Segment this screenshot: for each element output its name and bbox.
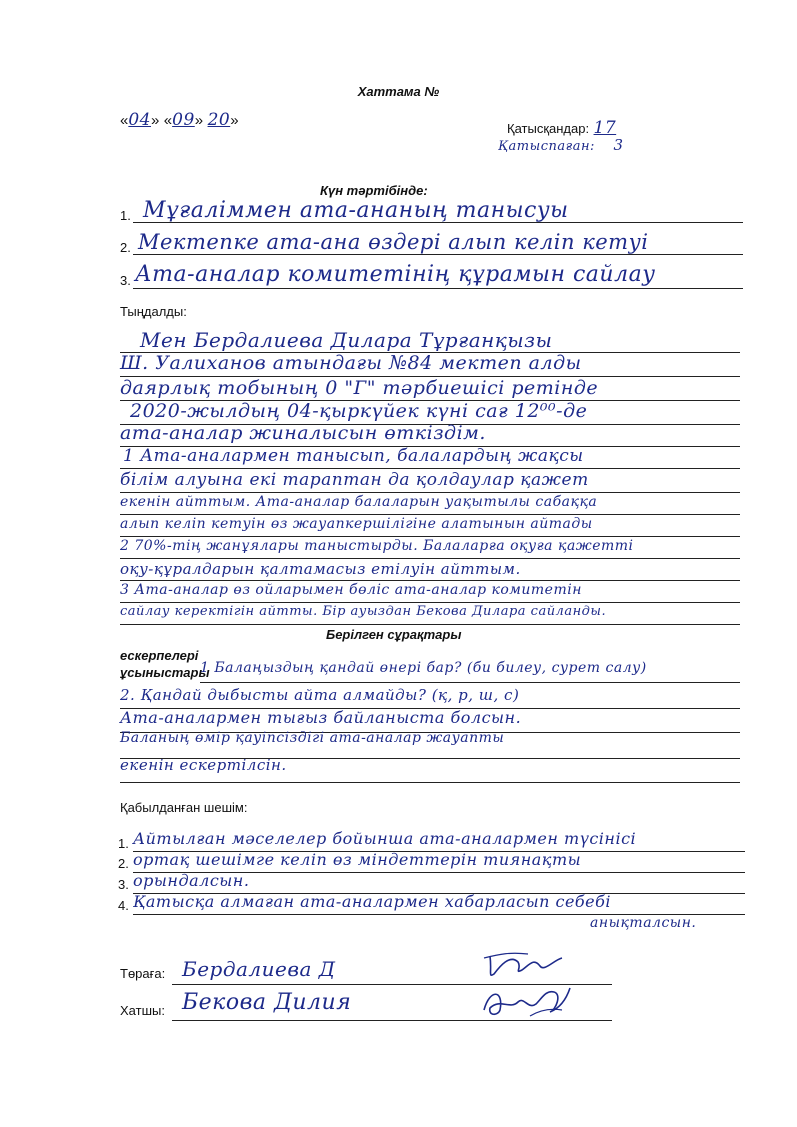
absent-label: Қатыспаған: xyxy=(498,139,595,154)
question-line-4: Баланың өмір қауіпсіздігі ата-аналар жауапты xyxy=(120,730,505,746)
agenda-item-1: Мұғаліммен ата-ананың танысуы xyxy=(143,198,569,223)
heard-line-6: 1 Ата-аналармен танысып, балалардың жақсы xyxy=(123,446,584,466)
secretary-name: Бекова Дилия xyxy=(182,990,352,1015)
date-day: 04 xyxy=(128,110,151,130)
heard-line-5: ата-аналар жиналысын өткіздім. xyxy=(120,422,486,444)
heard-line-1: Мен Бердалиева Дилара Тұрғанқызы xyxy=(140,328,553,352)
date-month: 09 xyxy=(172,110,195,130)
decision-item-2: ортақ шешімге келіп өз міндеттерін тиянақты xyxy=(133,850,582,869)
decision-item-1: Айтылған мәселелер бойынша ата-аналармен түсінісі xyxy=(133,829,637,848)
decision-continuation: анықталсын. xyxy=(590,915,697,931)
secretary-label: Хатшы: xyxy=(120,1003,165,1018)
agenda-label: Күн тәртібінде: xyxy=(320,183,428,198)
decision-item-3: орындалсын. xyxy=(133,871,250,890)
heard-line-8: екенін айттым. Ата-аналар балаларын уақытылы сабаққа xyxy=(120,494,598,510)
absent xyxy=(498,136,624,154)
agenda-line-1 xyxy=(133,222,743,223)
question-line-5: екенін ескертілсін. xyxy=(120,756,287,774)
heard-line-9: алып келіп кетуін өз жауапкершілігіне алатынын айтады xyxy=(120,516,593,532)
heard-line-10: 2 70%-тің жанұялары таныстырды. Балаларға оқуға қажетті xyxy=(120,538,634,554)
heard-label: Тыңдалды: xyxy=(120,304,187,319)
document-page: Хаттама № «04» «09» 20» Қатысқандар: 17 Қатыспаған: 3 Күн тәртібінде: 1. Мұғаліммен ата-ананың танысуы 2. Мектепке ата-ана өздері алып келіп кетуі 3. Ата-аналар комитетінің құрамын сайлау Тыңдалды: Мен Бердалиева Дилара Тұрғанқызы Ш. Уалиханов атындағы №84 мектеп алды даярлық тобының 0 "Г" тәрбиешісі ретінде 2020-жылдың 04-қыркүйек күні сағ 12⁰⁰-де ата-аналар жиналысын өткіздім. 1 Ата-аналармен танысып, балалардың жақсы білім алуына екі тараптан да қолдаулар қажет екенін айттым. Ата-аналар балаларын уақытылы сабаққа алып келіп кетуін өз жауапкершілігіне алатынын айтады 2 70%-тің жанұялары таныстырды. Балаларға оқуға қажетті оқу-құралдарын қалтамасыз етілуін айттым. 3 Ата-аналар өз ойларымен бөліс ата-аналар комитетін сайлау керектігін айтты. Бір ауыздан Бекова Дилара сайланды. Берілген сұрақтары ескерпелері ұсыныстары 1 Балаңыздың қандай өнері бар? (би билеу, сурет салу) 2. Қандай дыбысты айта алмайды? (қ, р, ш, с) Ата-аналармен тығыз байланыста болсын. Баланың өмір қауіпсіздігі ата-аналар жауапты екенін ескертілсін. Қабылданған шешім: 1. Айтылған мәселелер бойынша ата-аналармен түсінісі 2. ортақ шешімге келіп өз міндеттерін тиянақты 3. орындалсын. 4. Қатысқа алмаған ата-аналармен хабарласып себебі анықталсын. Төраға: Бердалиева Д Хатшы: Бекова Дилия xyxy=(0,0,797,1127)
participants xyxy=(507,118,616,138)
agenda-line-3 xyxy=(133,288,743,289)
heard-line-13: сайлау керектігін айтты. Бір ауыздан Бекова Дилара сайланды. xyxy=(120,604,607,619)
heard-line-3: даярлық тобының 0 "Г" тәрбиешісі ретінде xyxy=(120,377,599,399)
agenda-line-2 xyxy=(133,254,743,255)
remarks-label: ескерпелері xyxy=(120,648,199,663)
heard-line-12: 3 Ата-аналар өз ойларымен бөліс ата-аналар комитетін xyxy=(120,582,582,598)
heard-line-4: 2020-жылдың 04-қыркүйек күні сағ 12⁰⁰-де xyxy=(130,400,588,422)
agenda-item-3: Ата-аналар комитетінің құрамын сайлау xyxy=(135,262,656,287)
participants-value: 17 xyxy=(593,118,617,138)
question-line-3: Ата-аналармен тығыз байланыста болсын. xyxy=(120,708,522,727)
absent-value: 3 xyxy=(613,136,624,154)
chair-signature-icon xyxy=(470,944,590,984)
question-line-2: 2. Қандай дыбысты айта алмайды? (қ, р, ш, с) xyxy=(120,686,520,704)
heard-line-7: білім алуына екі тараптан да қолдаулар қажет xyxy=(120,470,589,490)
heard-line-2: Ш. Уалиханов атындағы №84 мектеп алды xyxy=(120,352,582,374)
questions-label: Берілген сұрақтары xyxy=(326,627,462,642)
question-line-1: 1 Балаңыздың қандай өнері бар? (би билеу, сурет салу) xyxy=(200,660,647,676)
proposals-label: ұсыныстары xyxy=(120,665,210,680)
protocol-date: «04» «09» 20» xyxy=(120,110,239,130)
decision-item-4: Қатысқа алмаған ата-аналармен хабарласып себебі xyxy=(133,892,612,911)
chair-name: Бердалиева Д xyxy=(182,957,336,981)
secretary-signature-icon xyxy=(470,980,590,1024)
decision-label: Қабылданған шешім: xyxy=(120,800,248,815)
participants-label: Қатысқандар: xyxy=(507,121,590,136)
chair-label: Төраға: xyxy=(120,966,166,981)
agenda-item-2: Мектепке ата-ана өздері алып келіп кетуі xyxy=(138,230,649,254)
protocol-title: Хаттама № xyxy=(357,84,440,99)
date-year: 20 xyxy=(207,110,231,130)
heard-line-11: оқу-құралдарын қалтамасыз етілуін айттым. xyxy=(120,560,521,578)
